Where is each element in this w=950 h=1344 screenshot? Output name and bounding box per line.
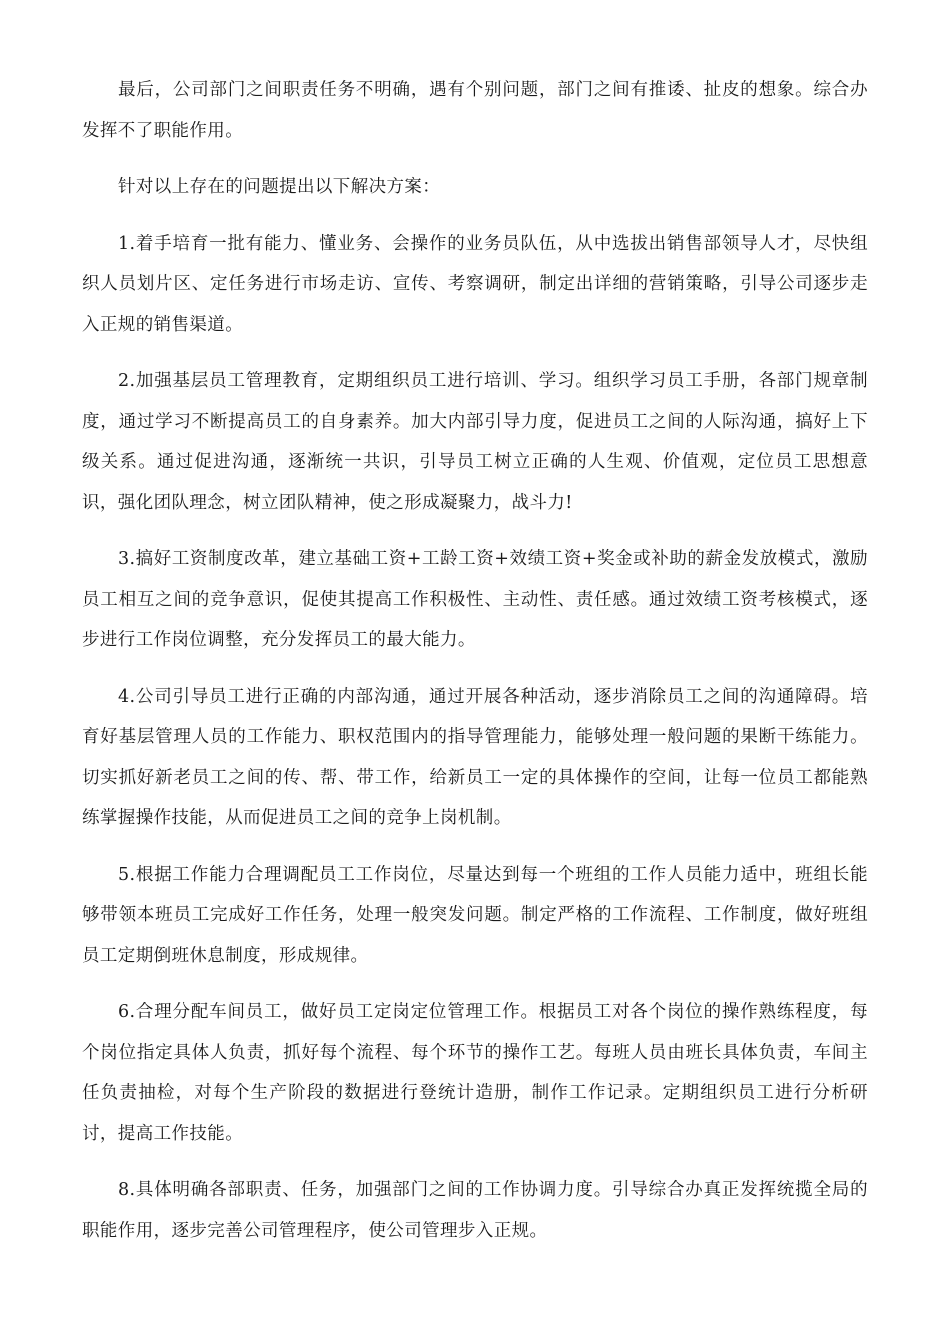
paragraph-conclusion: 最后，公司部门之间职责任务不明确，遇有个别问题，部门之间有推诿、扯皮的想象。综合办发挥不了职能作用。 <box>82 80 868 141</box>
paragraph-solution-8: 8.具体明确各部职责、任务，加强部门之间的工作协调力度。引导综合办真正发挥统揽全局的职能作用，逐步完善公司管理程序，使公司管理步入正规。 <box>82 1180 868 1241</box>
document-body <box>82 70 868 1267</box>
paragraph-solution-4: 4.公司引导员工进行正确的内部沟通，通过开展各种活动，逐步消除员工之间的沟通障碍。培育好基层管理人员的工作能力、职权范围内的指导管理能力，能够处理一般问题的果断干练能力。切实抓好新老员工之间的传、帮、带工作，给新员工一定的具体操作的空间，让每一位员工都能熟练掌握操作技能，从而促进员工之间的竞争上岗机制。 <box>82 686 868 828</box>
paragraph-solution-1: 1.着手培育一批有能力、懂业务、会操作的业务员队伍，从中选拔出销售部领导人才，尽快组织人员划片区、定任务进行市场走访、宣传、考察调研，制定出详细的营销策略，引导公司逐步走入正规的销售渠道。 <box>82 233 868 335</box>
paragraph-solution-5: 5.根据工作能力合理调配员工工作岗位，尽量达到每一个班组的工作人员能力适中，班组长能够带领本班员工完成好工作任务，处理一般突发问题。制定严格的工作流程、工作制度，做好班组员工定期倒班休息制度，形成规律。 <box>82 864 868 966</box>
paragraph-solution-2: 2.加强基层员工管理教育，定期组织员工进行培训、学习。组织学习员工手册，各部门规章制度，通过学习不断提高员工的自身素养。加大内部引导力度，促进员工之间的人际沟通，搞好上下级关系。通过促进沟通，逐渐统一共识，引导员工树立正确的人生观、价值观，定位员工思想意识，强化团队理念，树立团队精神，使之形成凝聚力，战斗力! <box>82 371 868 513</box>
paragraph-solution-6: 6.合理分配车间员工，做好员工定岗定位管理工作。根据员工对各个岗位的操作熟练程度，每个岗位指定具体人负责，抓好每个流程、每个环节的操作工艺。每班人员由班长具体负责，车间主任负责抽检，对每个生产阶段的数据进行登统计造册，制作工作记录。定期组织员工进行分析研讨，提高工作技能。 <box>82 1002 868 1144</box>
paragraph-intro-solutions: 针对以上存在的问题提出以下解决方案： <box>118 177 441 197</box>
paragraph-solution-3: 3.搞好工资制度改革，建立基础工资+工龄工资+效绩工资+奖金或补助的薪金发放模式，激励员工相互之间的竞争意识，促使其提高工作积极性、主动性、责任感。通过效绩工资考核模式，逐步进行工作岗位调整，充分发挥员工的最大能力。 <box>82 549 868 650</box>
